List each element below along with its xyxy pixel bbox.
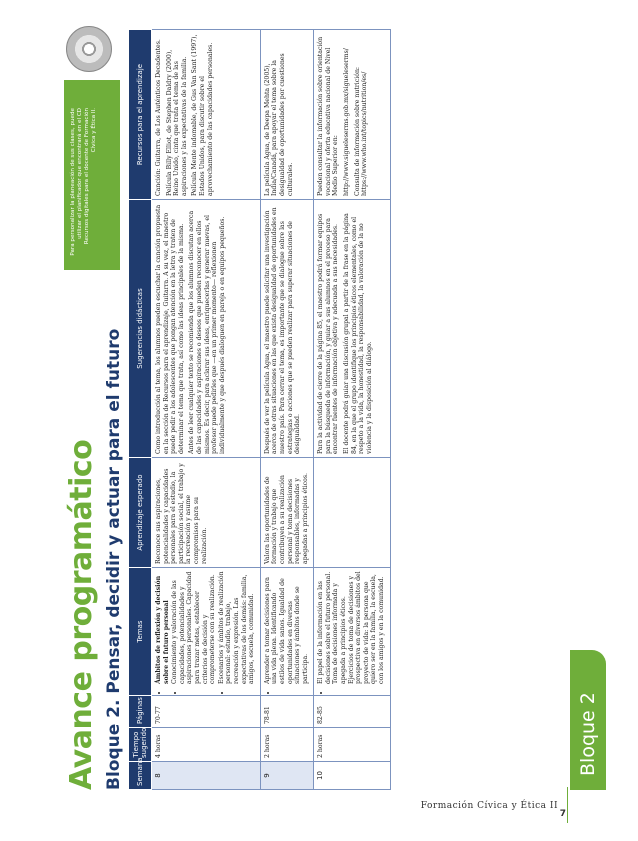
header-sugerencias: Sugerencias didácticas — [129, 200, 152, 458]
suggestion-paragraph: Como introducción al tema, los alumnos pueden escuchar la canción propuesta en la sección de Recursos para el aprendizaje, Guitarra. A su vez, el maestro puede pedir a los adolescentes que pongan atención en la letra y traten de determinar el tema que trata, así como las ideas principales de la misma. — [155, 204, 185, 454]
topics-cell — [260, 568, 314, 696]
resource-item: Canción: Guitarra, de Los Auténticos Decadentes. — [155, 39, 162, 196]
page-subtitle: Bloque 2. Pensar, decidir y actuar para el futuro — [104, 328, 124, 790]
pages-cell: 82-85 — [314, 696, 390, 728]
rotated-page — [64, 30, 624, 790]
resources-cell — [314, 30, 390, 200]
suggestions-cell — [314, 200, 390, 458]
footer-title: Formación Cívica y Ética II — [420, 801, 558, 811]
cd-icon — [66, 26, 112, 72]
resources-cell — [152, 30, 261, 200]
pages-cell: 70-77 — [152, 696, 261, 728]
header-paginas: Páginas — [129, 696, 152, 728]
page-title: Avance programático — [64, 439, 99, 790]
suggestion-paragraph: Para la actividad de cierre de la página 85, el maestro podrá formar equipos para la búsqueda de información, y guiar a sus alumnos en el proceso para encontrar fuentes de información objetiva y adecuada a sus necesidades. — [317, 213, 340, 454]
topic-heading: • Ámbitos de reflexión y decisión sobre el futuro personal — [155, 571, 170, 684]
suggestion-paragraph: Antes de leer cualquier texto se recomienda que los alumnos discutan acerca de las capacidades y aspiraciones o deseos que pueden reconocer en ellos mismos. Es decir, para aclarar sus ideas, enriquecerlas y generar nuevas, el profesor puede pedirles que —en un primer momento— reflexionen individualmente y que después dialoguen en pareja o en equipos pequeños. — [188, 210, 226, 454]
header-recursos: Recursos para el aprendizaje — [129, 30, 152, 200]
week-number: 10 — [314, 762, 390, 790]
footer-divider — [567, 787, 568, 823]
learning-cell — [314, 458, 390, 568]
resource-item: http://www.sigueleserms.gob.mx/sigueleserms/ — [343, 48, 351, 196]
cd-note: Para personalizar la planeación de sus clases, puede utilizar el planificador que encontrará en el CD Recursos digitales para el docente de Formación Cívica y Ética II. — [64, 80, 120, 270]
topic-item: • El papel de la información en las decisiones sobre el futuro personal. Toma de decisiones informada y apegada a principios éticos. Ejercicios de toma de decisiones y prospectiva en diversos ámbitos del proyecto de vida: la persona que quiero ser en la familia, la escuela, con los amigos y en la comunidad. — [317, 571, 385, 684]
topics-cell — [314, 568, 390, 696]
table-header-row — [129, 30, 152, 790]
pages-cell: 78-81 — [260, 696, 314, 728]
resource-item: Película Mente indomable, de Gus Van Sant (1997), Estados Unidos, para discutir sobre el aprovechamiento de las capacidades personales. — [191, 34, 214, 196]
bloque-tab: Bloque 2 — [570, 650, 606, 790]
table-row — [260, 30, 314, 790]
page-number: 7 — [559, 809, 566, 819]
resource-item: Consulta de información sobre nutrición: https://www.who.int/topics/nutrition/es/ — [353, 66, 369, 196]
time-cell: 2 horas — [260, 728, 314, 762]
resource-item: Película Billy Elliot, de Stephen Daldry (2000), Reino Unido, cinta que trata el tema de las aspiraciones y las expectativas de la familia. — [165, 49, 188, 196]
program-table — [128, 29, 391, 790]
topic-item: • Escenarios y ámbitos de realización personal: estudio, trabajo, recreación y expresión. Las expectativas de los demás: familia, amigos, escuela, comunidad. — [218, 571, 256, 684]
header-tiempo: Tiempo sugerido — [129, 728, 152, 762]
learning-cell: Reconoce sus aspiraciones, potencialidades y capacidades personales para el estudio, la participación social, el trabajo y la recreación y asume compromisos para su realización. — [152, 458, 261, 568]
learning-cell: Valora las oportunidades de formación y trabajo que contribuyen a su realización personal y toma decisiones responsables, informadas y apegadas a principios éticos. — [260, 458, 314, 568]
topic-item: • Conocimiento y valoración de las capacidades, potencialidades y aspiraciones personales. Capacidad para trazar metas, establecer criterios de decisión y comprometerse con su realización. — [171, 571, 217, 684]
time-cell: 2 horas — [314, 728, 390, 762]
resources-cell — [260, 30, 314, 200]
header-semana: Semana — [129, 762, 152, 790]
header-aprendizaje: Aprendizaje esperado — [129, 458, 152, 568]
table-row — [314, 30, 390, 790]
suggestion-paragraph: El docente podrá guiar una discusión grupal a partir de la frase en la página 84, en la que el grupo identifique los principios éticos elementales, como el respeto a la vida, la honestidad, la responsabilidad, la valoración de la no violencia y la disposición al diálogo. — [343, 213, 373, 454]
suggestions-cell — [152, 200, 261, 458]
time-cell: 4 horas — [152, 728, 261, 762]
header-temas: Temas — [129, 568, 152, 696]
topic-item: • Aprender a tomar decisiones para una vida plena. Identificando estilos de vida sanos. Igualdad de oportunidades en diversas situaciones y ámbitos donde se participa. — [264, 571, 310, 684]
resource-item: Pueden consultar la información sobre orientación vocacional y oferta educativa nacional de Nivel Medio Superior en: — [317, 36, 340, 196]
week-number: 9 — [260, 762, 314, 790]
resource-item: La película Agua, de Deepa Mehta (2005), India/Canadá, para apoyar el tema sobre la desigualdad de oportunidades por cuestiones culturales. — [263, 53, 294, 196]
suggestions-cell — [260, 200, 314, 458]
topics-cell — [152, 568, 261, 696]
suggestion-paragraph: Después de ver la película Agua, el maestro puede solicitar una investigación acerca de otras situaciones en las que exista desigualdad de oportunidades en nuestro país. Para cerrar el tema, es importante que se dialogue sobre las estrategias o acciones que se pueden realizar para superar situaciones de desigualdad. — [263, 207, 302, 454]
week-number: 8 — [152, 762, 261, 790]
table-row — [152, 30, 261, 790]
